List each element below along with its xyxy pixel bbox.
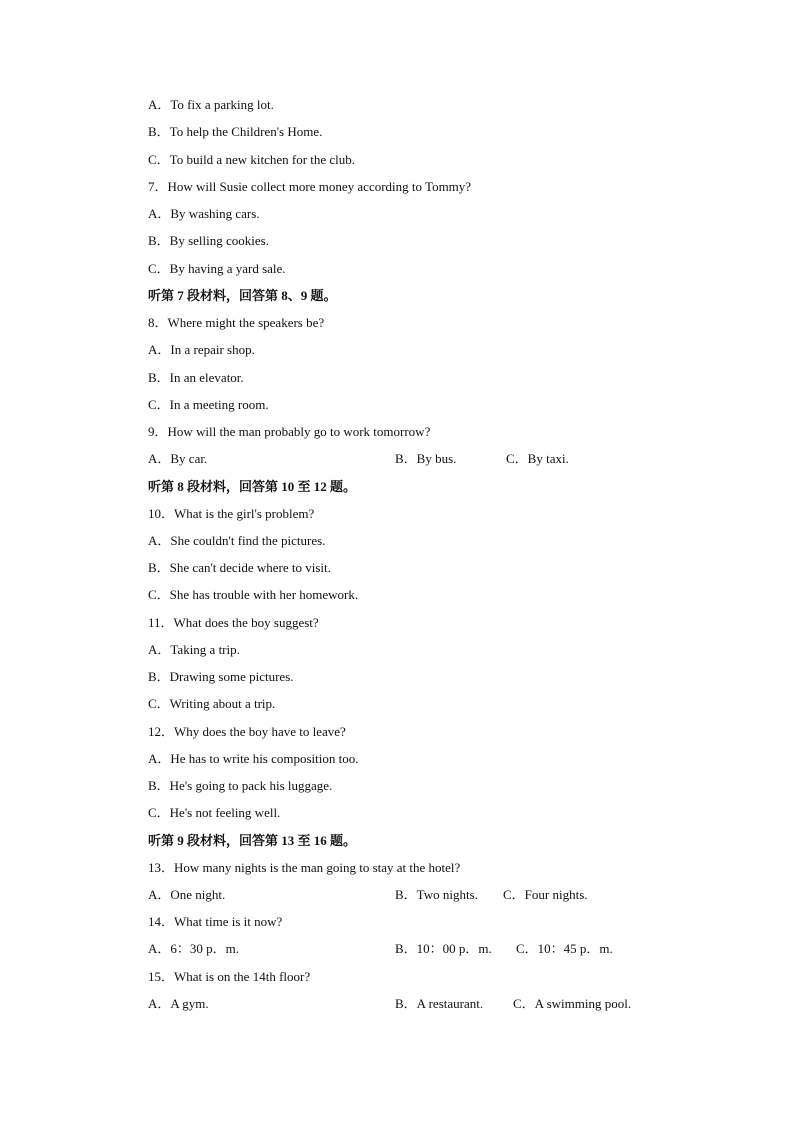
q6-option-c: C．To build a new kitchen for the club. [148,152,356,167]
q11-option-b: B．Drawing some pictures. [148,669,294,684]
q8-option-c: C．In a meeting room. [148,397,269,412]
q15-option-b: B．A restaurant. [395,996,484,1011]
question-7: 7．How will Susie collect more money according to Tommy? [148,179,472,194]
q14-option-b: B．10：00 p．m. [395,941,492,956]
q15-option-c: C．A swimming pool. [513,996,632,1011]
question-15: 15．What is on the 14th floor? [148,969,311,984]
section-heading-8: 听第 8 段材料，回答第 10 至 12 题。 [148,479,357,494]
q13-option-c: C．Four nights. [503,887,588,902]
question-10: 10．What is the girl's problem? [148,506,315,521]
q14-option-a: A．6：30 p．m. [148,941,240,956]
q9-option-a: A．By car. [148,451,208,466]
q12-option-c: C．He's not feeling well. [148,805,281,820]
q14-option-c: C．10：45 p．m. [516,941,613,956]
q11-option-c: C．Writing about a trip. [148,696,276,711]
section-heading-9: 听第 9 段材料，回答第 13 至 16 题。 [148,833,357,848]
q13-option-a: A．One night. [148,887,226,902]
q12-option-b: B．He's going to pack his luggage. [148,778,333,793]
question-14: 14．What time is it now? [148,914,283,929]
q9-option-c: C．By taxi. [506,451,569,466]
section-heading-7: 听第 7 段材料，回答第 8、9 题。 [148,288,337,303]
q8-option-a: A．In a repair shop. [148,342,255,357]
q10-option-c: C．She has trouble with her homework. [148,587,359,602]
question-9: 9．How will the man probably go to work tomorrow? [148,424,431,439]
q6-option-a: A．To fix a parking lot. [148,97,274,112]
question-13: 13．How many nights is the man going to stay at the hotel? [148,860,461,875]
q8-option-b: B．In an elevator. [148,370,244,385]
q10-option-a: A．She couldn't find the pictures. [148,533,326,548]
question-11: 11．What does the boy suggest? [148,615,319,630]
q7-option-b: B．By selling cookies. [148,233,269,248]
q10-option-b: B．She can't decide where to visit. [148,560,331,575]
q7-option-a: A．By washing cars. [148,206,260,221]
q13-option-b: B．Two nights. [395,887,478,902]
q15-option-a: A．A gym. [148,996,209,1011]
q6-option-b: B．To help the Children's Home. [148,124,323,139]
question-12: 12．Why does the boy have to leave? [148,724,346,739]
q12-option-a: A．He has to write his composition too. [148,751,359,766]
q11-option-a: A．Taking a trip. [148,642,240,657]
q7-option-c: C．By having a yard sale. [148,261,286,276]
question-8: 8．Where might the speakers be? [148,315,325,330]
q9-option-b: B．By bus. [395,451,457,466]
